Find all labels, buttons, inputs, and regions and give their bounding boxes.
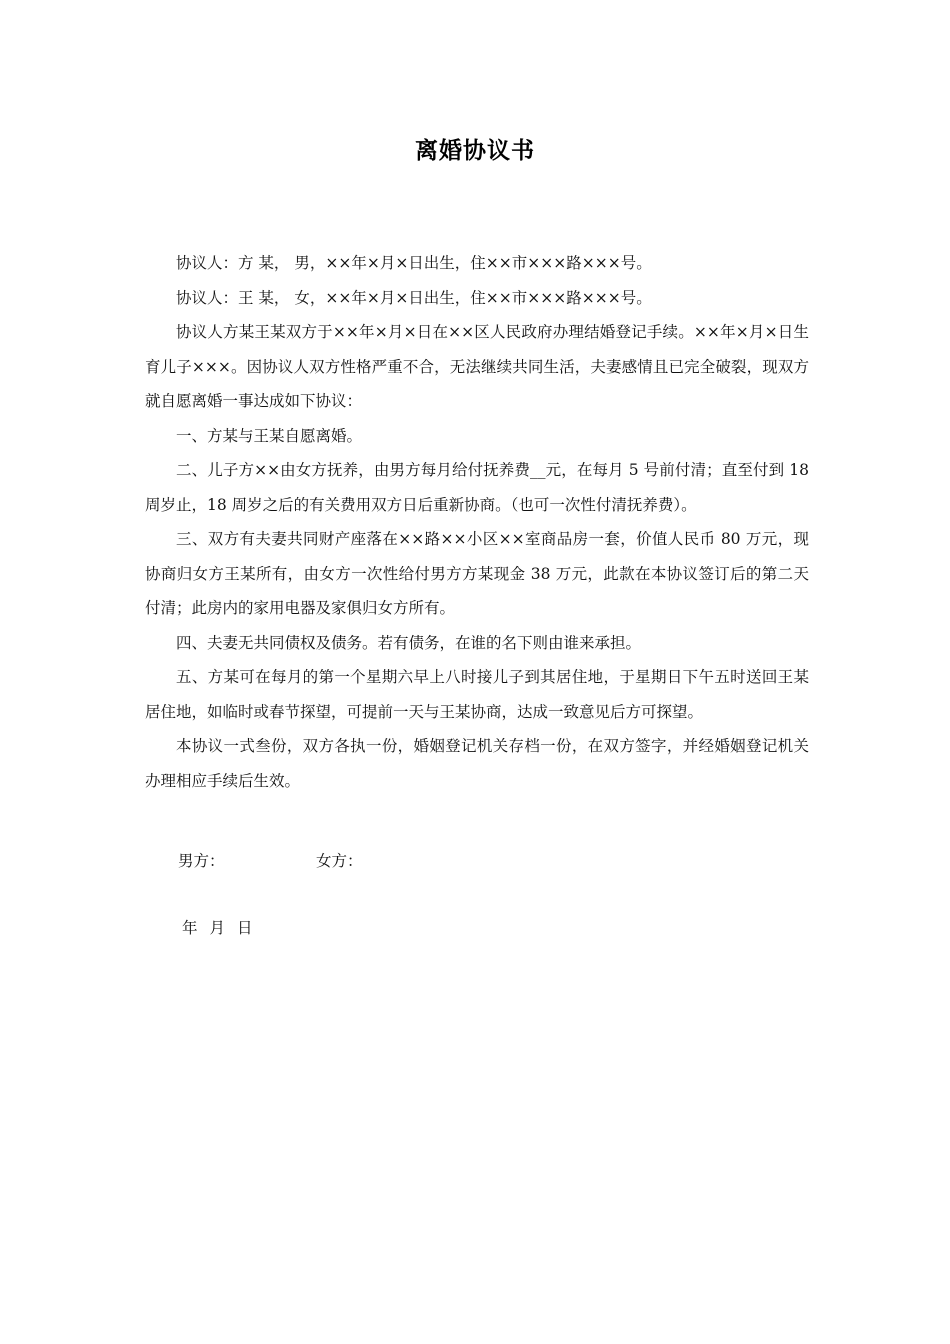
- clause-5-paragraph: 五、方某可在每月的第一个星期六早上八时接儿子到其居住地，于星期日下午五时送回王某居住地，如临时或春节探望，可提前一天与王某协商，达成一致意见后方可探望。: [145, 668, 809, 721]
- party-male-paragraph: 协议人：方 某， 男，××年×月×日出生，住××市×××路×××号。: [176, 254, 652, 272]
- date-line: [182, 914, 265, 942]
- effectiveness-paragraph: 本协议一式叁份，双方各执一份，婚姻登记机关存档一份，在双方签字，并经婚姻登记机关办理相应手续后生效。: [145, 737, 809, 790]
- clause-4-paragraph: 四、夫妻无共同债权及债务。若有债务，在谁的名下则由谁来承担。: [176, 633, 642, 652]
- document-body: [145, 246, 809, 798]
- party-female-paragraph: 协议人：王 某， 女，××年×月×日出生，住××市×××路×××号。: [176, 288, 652, 307]
- background-paragraph: 协议人方某王某双方于××年×月×日在××区人民政府办理结婚登记手续。××年×月×日生育儿子×××。因协议人双方性格严重不合，无法继续共同生活，夫妻感情且已完全破裂，现双方就自愿离婚一事达成如下协议：: [145, 323, 809, 410]
- date-day-label: 日: [237, 919, 253, 937]
- document-title: 离婚协议书: [415, 138, 535, 164]
- female-signature-label: 女方：: [316, 852, 363, 870]
- date-year-label: 年: [182, 919, 198, 937]
- signature-line: [178, 847, 363, 875]
- date-month-label: 月: [209, 919, 226, 937]
- clause-2-paragraph: 二、儿子方××由女方抚养，由男方每月给付抚养费__元，在每月 5 号前付清；直至付到 18 周岁止，18 周岁之后的有关费用双方日后重新协商。（也可一次性付清抚养费）。: [145, 461, 809, 514]
- clause-1-paragraph: 一、方某与王某自愿离婚。: [176, 426, 363, 445]
- male-signature-label: 男方：: [178, 852, 225, 870]
- clause-3-paragraph: 三、双方有夫妻共同财产座落在××路××小区××室商品房一套，价值人民币 80 万元，现协商归女方王某所有，由女方一次性给付男方方某现金 38 万元，此款在本协议签订后的第二天付清；此房内的家用电器及家俱归女方所有。: [145, 530, 809, 617]
